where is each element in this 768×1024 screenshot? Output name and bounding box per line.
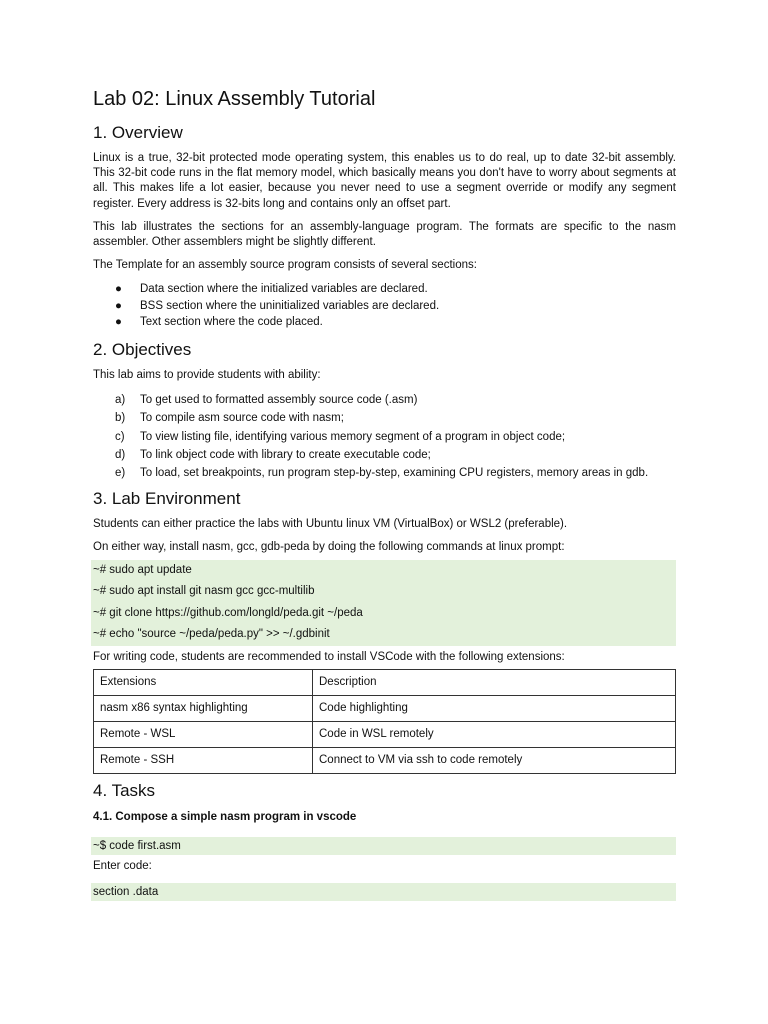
code-line: section .data (93, 885, 159, 898)
extensions-table (93, 669, 676, 774)
document-content (93, 86, 676, 905)
overview-heading: 1. Overview (93, 123, 183, 142)
bullet-icon: ● (115, 299, 122, 312)
table-cell: nasm x86 syntax highlighting (94, 695, 313, 721)
list-item (115, 446, 676, 464)
objectives-list (93, 391, 676, 482)
page-title: Lab 02: Linux Assembly Tutorial (93, 88, 376, 110)
table-cell: Code highlighting (313, 695, 676, 721)
objectives-heading: 2. Objectives (93, 339, 192, 359)
bullet-icon: ● (115, 316, 122, 329)
command-line: ~# sudo apt update (93, 563, 192, 576)
table-cell: Connect to VM via ssh to code remotely (313, 747, 676, 773)
list-item (115, 428, 676, 446)
list-item-text: To compile asm source code with nasm; (140, 412, 344, 425)
list-item (115, 281, 676, 298)
table-cell: Remote - WSL (94, 721, 313, 747)
code-block (91, 883, 676, 901)
list-item (115, 464, 676, 482)
command-line: ~# echo "source ~/peda/peda.py" >> ~/.gdbinit (93, 628, 330, 641)
environment-paragraph-1: Students can either practice the labs with Ubuntu linux VM (VirtualBox) or WSL2 (preferable). (93, 518, 568, 531)
open-file-command-block (91, 837, 676, 855)
table-row (94, 747, 676, 773)
environment-paragraph-3: For writing code, students are recommended to install VSCode with the following extensions: (93, 650, 565, 663)
table-row (94, 695, 676, 721)
overview-paragraph-2: This lab illustrates the sections for an assembly-language program. The formats are specific to the nasm assembler. Other assemblers might be slightly different. (93, 220, 676, 249)
list-item-text: To load, set breakpoints, run program step-by-step, examining CPU registers, memory areas in gdb. (140, 466, 649, 479)
list-item-text: Text section where the code placed. (140, 316, 323, 329)
bullet-icon: ● (115, 283, 122, 296)
list-item (115, 298, 676, 315)
objectives-intro: This lab aims to provide students with ability: (93, 368, 321, 381)
table-header-row (94, 669, 676, 695)
table-header-cell: Description (313, 669, 676, 695)
list-marker: b) (115, 412, 126, 425)
table-row (94, 721, 676, 747)
command-line: ~$ code first.asm (93, 839, 181, 852)
table-cell: Code in WSL remotely (313, 721, 676, 747)
tasks-heading: 4. Tasks (93, 780, 156, 800)
list-item-text: To view listing file, identifying various memory segment of a program in object code; (140, 430, 566, 443)
list-marker: d) (115, 448, 126, 461)
list-marker: a) (115, 394, 126, 407)
list-item (115, 391, 676, 409)
list-item (115, 409, 676, 427)
list-item-text: To link object code with library to create executable code; (140, 448, 431, 461)
install-commands-block (91, 560, 676, 646)
environment-heading: 3. Lab Environment (93, 489, 241, 509)
list-marker: e) (115, 466, 126, 479)
list-marker: c) (115, 430, 125, 443)
table-header-cell: Extensions (94, 669, 313, 695)
overview-paragraph-3: The Template for an assembly source program consists of several sections: (93, 259, 477, 272)
overview-paragraph-1: Linux is a true, 32-bit protected mode operating system, this enables us to do real, up to date 32-bit assembly. This 32-bit code runs in the flat memory model, which basically means you don't have to worry about segments at all. This makes life a lot easier, because you never need to use a segment override or modify any segment register. Every address is 32-bits long and contains only an offset part. (93, 152, 676, 210)
list-item (115, 314, 676, 331)
table-cell: Remote - SSH (94, 747, 313, 773)
sections-list (93, 281, 676, 331)
command-line: ~# git clone https://github.com/longld/peda.git ~/peda (93, 606, 363, 619)
enter-code-label: Enter code: (93, 859, 152, 872)
command-line: ~# sudo apt install git nasm gcc gcc-multilib (93, 585, 315, 598)
list-item-text: BSS section where the uninitialized variables are declared. (140, 299, 440, 312)
environment-paragraph-2: On either way, install nasm, gcc, gdb-peda by doing the following commands at linux prompt: (93, 541, 565, 554)
list-item-text: To get used to formatted assembly source code (.asm) (140, 394, 418, 407)
task-subheading: 4.1. Compose a simple nasm program in vscode (93, 810, 357, 823)
list-item-text: Data section where the initialized variables are declared. (140, 283, 428, 296)
